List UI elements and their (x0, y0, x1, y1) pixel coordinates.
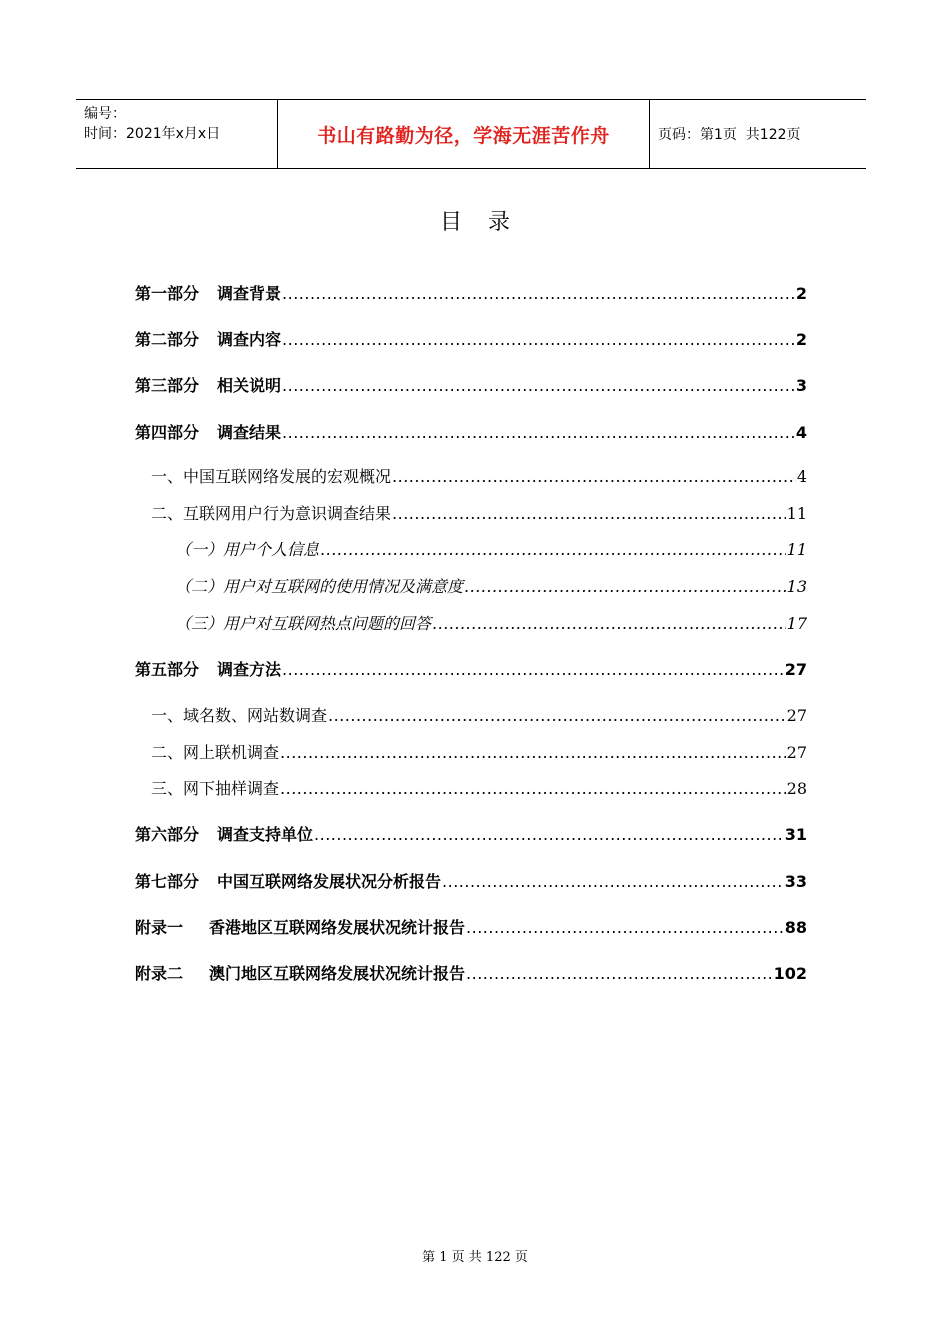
document-date: 时间：2021年x月x日 (84, 126, 221, 142)
header-page-info (650, 100, 866, 168)
toc-leader-dots (282, 330, 795, 349)
toc-entry-label (135, 327, 281, 350)
toc-entry[interactable] (135, 822, 807, 845)
toc-entry-part: 第二部分 (135, 330, 200, 349)
toc-entry-label (135, 822, 313, 845)
toc-leader-dots (464, 577, 786, 596)
toc-leader-dots (466, 964, 773, 983)
toc-entry-title: 调查结果 (217, 423, 282, 442)
toc-page-number: 28 (786, 779, 807, 798)
toc-entry-label: （二）用户对互联网的使用情况及满意度 (175, 577, 464, 596)
toc-page-number: 27 (784, 660, 807, 679)
toc-entry-label: 一、中国互联网络发展的宏观概况 (151, 467, 392, 486)
document-number-label: 编号： (84, 106, 126, 122)
toc-entry-title: 澳门地区互联网络发展状况统计报告 (209, 964, 466, 983)
toc-entry[interactable] (135, 915, 807, 938)
toc-entry-title: 香港地区互联网络发展状况统计报告 (209, 918, 466, 937)
toc-entry[interactable] (135, 574, 807, 597)
toc-entry[interactable] (135, 869, 807, 892)
toc-leader-dots (328, 706, 786, 725)
toc-entry[interactable] (135, 373, 807, 396)
toc-entry-label (135, 915, 465, 938)
toc-entry-part: 附录二 (135, 964, 184, 983)
toc-entry-part: 第一部分 (135, 284, 200, 303)
toc-entry-label: 一、域名数、网站数调查 (151, 706, 328, 725)
toc-entry-label (135, 373, 281, 396)
toc-leader-dots (282, 376, 795, 395)
toc-entry[interactable] (135, 703, 807, 726)
toc-leader-dots (466, 918, 784, 937)
header-page-info-text: 页码：第1页 共122页 (658, 127, 801, 143)
toc-entry-label: 二、网上联机调查 (151, 743, 280, 762)
toc-page-number: 3 (795, 376, 807, 395)
toc-entry[interactable] (135, 464, 807, 487)
page-footer (0, 1246, 950, 1265)
toc-entry[interactable] (135, 961, 807, 984)
toc-page-number: 11 (786, 540, 807, 559)
toc-leader-dots (282, 423, 795, 442)
toc-entry-title: 相关说明 (217, 376, 282, 395)
toc-leader-dots (280, 743, 786, 762)
toc-leader-dots (282, 660, 784, 679)
toc-leader-dots (282, 284, 795, 303)
toc-page-number: 4 (796, 467, 807, 486)
toc-page-number: 88 (784, 918, 807, 937)
toc-entry-title: 中国互联网络发展状况分析报告 (217, 872, 442, 891)
toc-page-number: 27 (786, 706, 807, 725)
toc-leader-dots (442, 872, 784, 891)
toc-entry-title: 调查背景 (217, 284, 282, 303)
toc-entry-part: 第五部分 (135, 660, 200, 679)
toc-entry-part: 第七部分 (135, 872, 200, 891)
footer-page-number: 第 1 页 共 122 页 (422, 1250, 528, 1265)
toc-page-number: 17 (786, 614, 807, 633)
header-motto: 书山有路勤为径，学海无涯苦作舟 (278, 100, 650, 168)
toc-entry-title: 调查方法 (217, 660, 282, 679)
toc-page-number: 31 (784, 825, 807, 844)
toc-page-number: 13 (786, 577, 807, 596)
page-header (76, 99, 866, 169)
toc-entry-part: 附录一 (135, 918, 184, 937)
toc-leader-dots (280, 779, 786, 798)
toc-entry-part: 第三部分 (135, 376, 200, 395)
toc-entry[interactable] (135, 281, 807, 304)
toc-leader-dots (392, 504, 786, 523)
toc-entry[interactable] (135, 740, 807, 763)
toc-entry[interactable] (135, 537, 807, 560)
toc-entry-label: 三、网下抽样调查 (151, 779, 280, 798)
toc-leader-dots (314, 825, 784, 844)
toc-entry-part: 第四部分 (135, 423, 200, 442)
toc-page-number: 2 (795, 330, 807, 349)
toc-entry[interactable] (135, 327, 807, 350)
toc-entry-title: 调查支持单位 (217, 825, 314, 844)
toc-entry[interactable] (135, 420, 807, 443)
toc-entry-title: 调查内容 (217, 330, 282, 349)
toc-entry-label (135, 281, 281, 304)
toc-page-number: 102 (773, 964, 807, 983)
toc-entry[interactable] (135, 657, 807, 680)
toc-entry[interactable] (135, 611, 807, 634)
toc-page-number: 33 (784, 872, 807, 891)
toc-leader-dots (320, 540, 786, 559)
toc-title: 目录 (439, 210, 536, 235)
toc-page-number: 4 (795, 423, 807, 442)
toc-entry-label: （一）用户个人信息 (175, 540, 320, 559)
toc-entry-label (135, 420, 281, 443)
header-meta (76, 100, 278, 168)
toc-page-number: 11 (786, 504, 807, 523)
toc-entry-label (135, 961, 465, 984)
toc-entry[interactable] (135, 776, 807, 799)
toc-entry-label: 二、互联网用户行为意识调查结果 (151, 504, 392, 523)
toc-entry-part: 第六部分 (135, 825, 200, 844)
toc-leader-dots (392, 467, 796, 486)
toc-entry-label: （三）用户对互联网热点问题的回答 (175, 614, 432, 633)
toc-leader-dots (432, 614, 786, 633)
toc-entry-label (135, 657, 281, 680)
toc-entry[interactable] (135, 501, 807, 524)
toc-page-number: 27 (786, 743, 807, 762)
toc-entry-label (135, 869, 441, 892)
toc-page-number: 2 (795, 284, 807, 303)
